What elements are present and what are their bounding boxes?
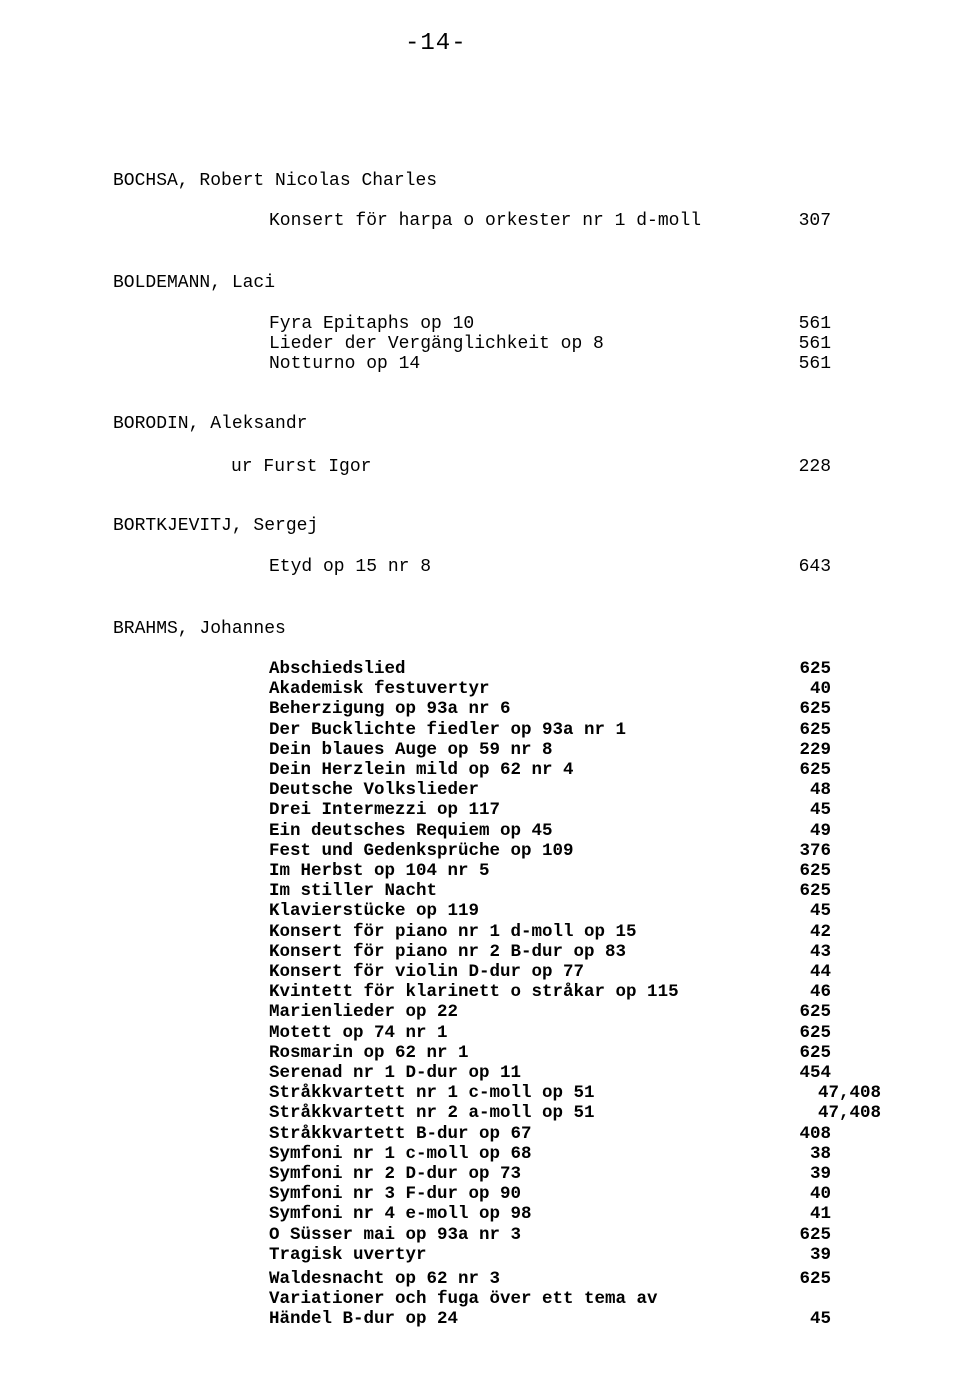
work-reference: 45: [809, 1309, 831, 1329]
work-reference: 561: [798, 334, 831, 354]
work-reference: 643: [798, 557, 831, 577]
work-reference: 625: [799, 699, 831, 719]
work-title: Fest und Gedenksprüche op 109: [269, 841, 574, 861]
work-title: Stråkkvartett nr 2 a-moll op 51: [269, 1103, 595, 1123]
work-reference: 45: [809, 800, 831, 820]
work-title: Etyd op 15 nr 8: [269, 557, 432, 577]
work-reference: 44: [809, 962, 831, 982]
work-reference: 229: [799, 740, 831, 760]
work-title: Konsert för violin D-dur op 77: [269, 962, 585, 982]
composer-heading: BOLDEMANN, Laci: [113, 273, 276, 293]
work-reference: 625: [799, 659, 831, 679]
composer-heading: BORTKJEVITJ, Sergej: [113, 516, 319, 536]
work-title: Drei Intermezzi op 117: [269, 800, 501, 820]
work-reference: 625: [799, 1023, 831, 1043]
work-title: ur Furst Igor: [231, 457, 372, 477]
work-reference: 42: [809, 922, 831, 942]
work-title: Konsert för harpa o orkester nr 1 d-moll: [269, 211, 702, 231]
work-title: Akademisk festuvertyr: [269, 679, 490, 699]
work-reference: 40: [809, 679, 831, 699]
work-reference: 625: [799, 1002, 831, 1022]
work-title: Klavierstücke op 119: [269, 901, 480, 921]
work-reference: 454: [799, 1063, 831, 1083]
work-title: O Süsser mai op 93a nr 3: [269, 1225, 522, 1245]
work-reference: 625: [799, 861, 831, 881]
work-reference: 39: [809, 1245, 831, 1265]
work-title: Symfoni nr 3 F-dur op 90: [269, 1184, 522, 1204]
work-reference: 561: [798, 354, 831, 374]
work-reference: 307: [798, 211, 831, 231]
work-title: Konsert för piano nr 1 d-moll op 15: [269, 922, 637, 942]
work-title: Motett op 74 nr 1: [269, 1023, 448, 1043]
work-title: Im stiller Nacht: [269, 881, 438, 901]
work-title: Waldesnacht op 62 nr 3: [269, 1269, 501, 1289]
work-reference: 45: [809, 901, 831, 921]
work-reference: 625: [799, 760, 831, 780]
work-title: Konsert för piano nr 2 B-dur op 83: [269, 942, 627, 962]
work-title: Notturno op 14: [269, 354, 421, 374]
work-title: Rosmarin op 62 nr 1: [269, 1043, 469, 1063]
work-reference: 625: [799, 881, 831, 901]
work-title: Symfoni nr 1 c-moll op 68: [269, 1144, 532, 1164]
work-reference: 625: [799, 1269, 831, 1289]
work-reference: 48: [809, 780, 831, 800]
composer-heading: BOCHSA, Robert Nicolas Charles: [113, 171, 438, 191]
work-reference: 43: [809, 942, 831, 962]
work-reference: 47,408: [817, 1103, 881, 1123]
work-reference: 625: [799, 1225, 831, 1245]
work-reference: 38: [809, 1144, 831, 1164]
work-title: Tragisk uvertyr: [269, 1245, 427, 1265]
work-reference: 228: [798, 457, 831, 477]
work-title: Beherzigung op 93a nr 6: [269, 699, 511, 719]
work-title: Serenad nr 1 D-dur op 11: [269, 1063, 522, 1083]
work-title: Stråkkvartett nr 1 c-moll op 51: [269, 1083, 595, 1103]
work-reference: 40: [809, 1184, 831, 1204]
work-title: Dein blaues Auge op 59 nr 8: [269, 740, 553, 760]
work-reference: 408: [799, 1124, 831, 1144]
work-title: Abschiedslied: [269, 659, 406, 679]
work-reference: 39: [809, 1164, 831, 1184]
work-title: Dein Herzlein mild op 62 nr 4: [269, 760, 574, 780]
composer-heading: BORODIN, Aleksandr: [113, 414, 308, 434]
composer-heading: BRAHMS, Johannes: [113, 619, 286, 639]
work-title: Symfoni nr 4 e-moll op 98: [269, 1204, 532, 1224]
work-title: Stråkkvartett B-dur op 67: [269, 1124, 532, 1144]
work-reference: 46: [809, 982, 831, 1002]
work-title: Marienlieder op 22: [269, 1002, 459, 1022]
work-title: Symfoni nr 2 D-dur op 73: [269, 1164, 522, 1184]
work-title: Händel B-dur op 24: [269, 1309, 459, 1329]
work-title: Im Herbst op 104 nr 5: [269, 861, 490, 881]
work-reference: 625: [799, 1043, 831, 1063]
work-title: Ein deutsches Requiem op 45: [269, 821, 553, 841]
work-reference: 561: [798, 314, 831, 334]
work-title: Der Bucklichte fiedler op 93a nr 1: [269, 720, 627, 740]
work-title: Deutsche Volkslieder: [269, 780, 480, 800]
work-title: Variationer och fuga över ett tema av: [269, 1289, 658, 1309]
work-title: Lieder der Vergänglichkeit op 8: [269, 334, 604, 354]
work-reference: 47,408: [817, 1083, 881, 1103]
page-number: -14-: [405, 30, 467, 57]
work-reference: 376: [799, 841, 831, 861]
work-title: Fyra Epitaphs op 10: [269, 314, 475, 334]
work-title: Kvintett för klarinett o stråkar op 115: [269, 982, 679, 1002]
work-reference: 41: [809, 1204, 831, 1224]
work-reference: 625: [799, 720, 831, 740]
work-reference: 49: [809, 821, 831, 841]
